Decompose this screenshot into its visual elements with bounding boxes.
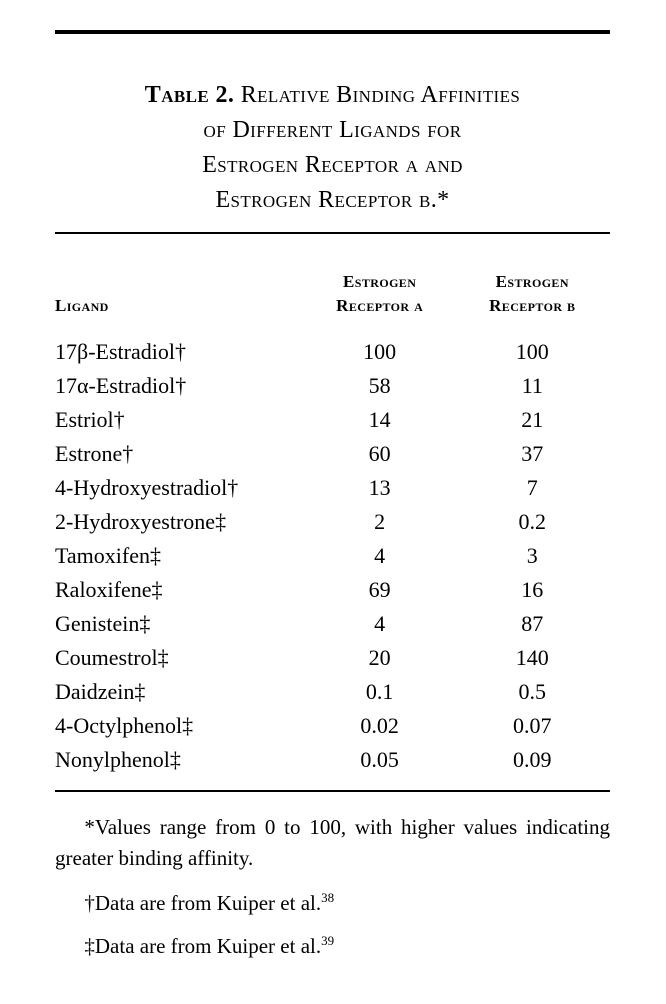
er-alpha-value: 20 bbox=[368, 645, 391, 670]
er-alpha-value: 14 bbox=[368, 407, 391, 432]
er-alpha-header-line1: Estrogen bbox=[343, 272, 417, 291]
binding-affinity-table bbox=[55, 234, 610, 784]
er-alpha-value: 0.02 bbox=[360, 713, 399, 738]
reference-38-superscript: 38 bbox=[321, 890, 335, 905]
table-row bbox=[55, 709, 610, 743]
er-alpha-value: 13 bbox=[368, 475, 391, 500]
footnote-dagger-text: †Data are from Kuiper et al. bbox=[84, 891, 322, 915]
footnote-double-dagger bbox=[55, 931, 610, 962]
ligand-cell: Estriol† bbox=[55, 407, 125, 432]
column-header-er-beta bbox=[455, 234, 610, 326]
footnote-dagger bbox=[55, 888, 610, 919]
table-row bbox=[55, 607, 610, 641]
ligand-cell: Raloxifene‡ bbox=[55, 577, 163, 602]
er-alpha-value: 69 bbox=[368, 577, 391, 602]
table-row bbox=[55, 743, 610, 784]
title-line-2: of Different Ligands for bbox=[203, 117, 462, 143]
ligand-header-label: Ligand bbox=[55, 296, 109, 315]
er-alpha-header-line2: Receptor α bbox=[336, 296, 424, 315]
er-beta-value: 0.09 bbox=[513, 747, 552, 772]
er-beta-value: 16 bbox=[521, 577, 544, 602]
ligand-cell: Estrone† bbox=[55, 441, 134, 466]
ligand-cell: Genistein‡ bbox=[55, 611, 151, 636]
er-alpha-value: 4 bbox=[374, 611, 386, 636]
title-line-1 bbox=[55, 78, 610, 113]
er-alpha-value: 4 bbox=[374, 543, 386, 568]
table-row bbox=[55, 675, 610, 709]
er-alpha-value: 0.05 bbox=[360, 747, 399, 772]
footnotes bbox=[55, 812, 610, 962]
column-header-ligand bbox=[55, 234, 305, 326]
er-beta-header-line1: Estrogen bbox=[495, 272, 569, 291]
title-line-4: Estrogen Receptor β.* bbox=[215, 187, 450, 213]
column-header-er-alpha bbox=[305, 234, 455, 326]
table-header bbox=[55, 234, 610, 326]
er-beta-value: 0.5 bbox=[518, 679, 547, 704]
ligand-cell: 4-Octylphenol‡ bbox=[55, 713, 194, 738]
ligand-cell: Daidzein‡ bbox=[55, 679, 146, 704]
er-alpha-value: 0.1 bbox=[365, 679, 394, 704]
er-beta-value: 21 bbox=[521, 407, 544, 432]
table-row bbox=[55, 573, 610, 607]
table-row bbox=[55, 326, 610, 369]
er-beta-value: 37 bbox=[521, 441, 544, 466]
ligand-cell: 2-Hydroxyestrone‡ bbox=[55, 509, 227, 534]
er-beta-value: 0.2 bbox=[518, 509, 547, 534]
ligand-cell: Coumestrol‡ bbox=[55, 645, 169, 670]
table-row bbox=[55, 437, 610, 471]
er-beta-value: 11 bbox=[521, 373, 543, 398]
ligand-cell: Nonylphenol‡ bbox=[55, 747, 181, 772]
header-row bbox=[55, 234, 610, 326]
title-text: Relative Binding Affinities bbox=[240, 82, 521, 108]
table-row bbox=[55, 641, 610, 675]
er-beta-value: 140 bbox=[515, 645, 549, 670]
footnote-asterisk: *Values range from 0 to 100, with higher values indicating greater binding affinity. bbox=[55, 815, 610, 870]
table-body bbox=[55, 326, 610, 784]
ligand-cell: Tamoxifen‡ bbox=[55, 543, 161, 568]
er-alpha-value: 58 bbox=[368, 373, 391, 398]
er-beta-value: 7 bbox=[526, 475, 538, 500]
table-row bbox=[55, 539, 610, 573]
er-alpha-value: 100 bbox=[363, 339, 397, 364]
reference-39-superscript: 39 bbox=[321, 933, 335, 948]
table-row bbox=[55, 369, 610, 403]
table-row bbox=[55, 505, 610, 539]
table-number: Table 2. bbox=[144, 82, 235, 108]
er-alpha-value: 2 bbox=[374, 509, 386, 534]
er-beta-header-line2: Receptor β bbox=[489, 296, 576, 315]
er-beta-value: 3 bbox=[526, 543, 538, 568]
table-top-rule bbox=[55, 30, 610, 34]
er-alpha-value: 60 bbox=[368, 441, 391, 466]
table-title bbox=[55, 78, 610, 218]
footnote-double-dagger-text: ‡Data are from Kuiper et al. bbox=[84, 934, 322, 958]
table-row bbox=[55, 403, 610, 437]
er-beta-value: 0.07 bbox=[513, 713, 552, 738]
title-line-3: Estrogen Receptor α and bbox=[202, 152, 463, 178]
ligand-cell: 17α-Estradiol† bbox=[55, 373, 187, 398]
table-row bbox=[55, 471, 610, 505]
er-beta-value: 87 bbox=[521, 611, 544, 636]
er-beta-value: 100 bbox=[515, 339, 549, 364]
table-bottom-rule bbox=[55, 790, 610, 792]
ligand-cell: 17β-Estradiol† bbox=[55, 339, 186, 364]
ligand-cell: 4-Hydroxyestradiol† bbox=[55, 475, 239, 500]
